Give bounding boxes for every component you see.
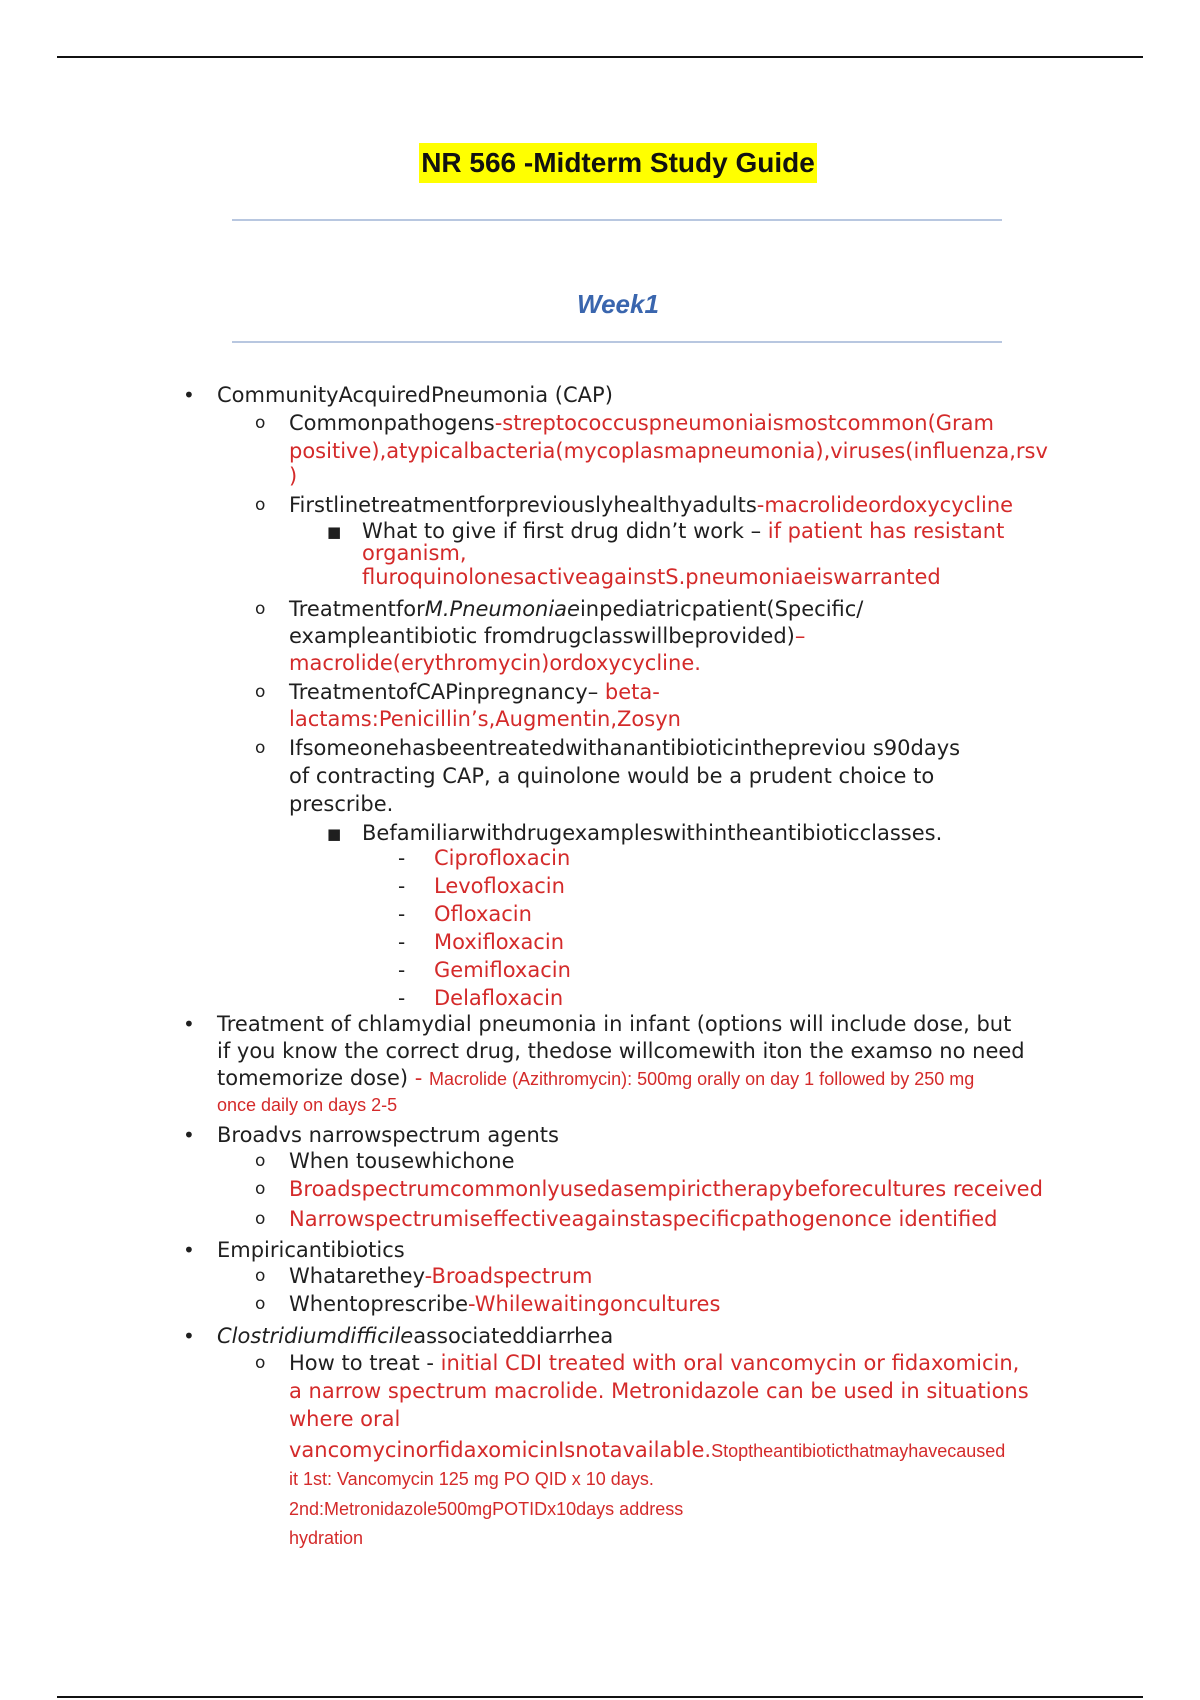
peds-answer: macrolide(erythromycin)ordoxycycline.	[289, 651, 701, 675]
chlamydia-text-3: tomemorize dose)	[217, 1066, 409, 1090]
preg-line-1	[289, 679, 660, 705]
chlamydia-line-1: Treatment of chlamydial pneumonia in infant (options will include dose, but	[217, 1012, 1012, 1036]
pathogens-line-3: )	[289, 464, 298, 488]
cdiff-answer-1: initial CDI treated with oral vancomycin or fidaxomicin,	[440, 1351, 1020, 1375]
chlamydia-dash: -	[408, 1066, 430, 1090]
bullet-l3: ■	[327, 825, 342, 843]
firstline-line	[289, 492, 1013, 518]
bullet-l3: ■	[327, 523, 342, 541]
drug-item: Delafloxacin	[434, 986, 564, 1010]
preg-answer-1: beta-	[604, 680, 660, 704]
bullet-l2: o	[255, 1294, 266, 1314]
pathogens-answer: -streptococcuspneumoniaismostcommon(Gram	[494, 411, 995, 435]
fail-question: What to give if first drug didn’t work	[362, 519, 744, 543]
peds-text-2: exampleantibiotic fromdrugclasswillbeprovided)	[289, 624, 795, 648]
peds-line-2	[289, 623, 805, 649]
bullet-l4: -	[398, 902, 406, 926]
bullet-l2: o	[255, 1266, 266, 1286]
cdiff-answer-3: where oral	[289, 1407, 401, 1431]
firstline-question: Firstlinetreatmentforpreviouslyhealthyadults	[289, 493, 757, 517]
bullet-l2: o	[255, 1151, 266, 1171]
chlamydia-answer-1: Macrolide (Azithromycin): 500mg orally on day 1 followed by 250 mg	[429, 1069, 975, 1089]
prior-line-3: prescribe.	[289, 792, 394, 816]
empiric-what-question: Whatarethey	[289, 1264, 425, 1288]
cdiff-answer-5: it 1st: Vancomycin 125 mg PO QID x 10 days.	[289, 1469, 654, 1489]
empiric-when	[289, 1291, 720, 1317]
bullet-l4: -	[398, 874, 406, 898]
page-bottom-rule	[57, 1696, 1143, 1698]
bullet-l1: •	[183, 383, 195, 407]
peds-text-a: Treatmentfor	[289, 597, 425, 621]
bullet-l1: •	[183, 1123, 195, 1147]
empiric-what	[289, 1263, 593, 1289]
firstline-answer: -macrolideordoxycycline	[756, 493, 1014, 517]
chlamydia-line-2: if you know the correct drug, thedose willcomewith iton the examso no need	[217, 1039, 1025, 1063]
fail-dash: –	[743, 519, 768, 543]
drug-item: Gemifloxacin	[434, 958, 571, 982]
bullet-l4: -	[398, 930, 406, 954]
cdiff-line-1	[289, 1350, 1019, 1376]
spectrum-narrow: Narrowspectrumiseffectiveagainstaspecificpathogenonce identified	[289, 1207, 998, 1231]
bullet-l2: o	[255, 413, 266, 433]
spectrum-when: When tousewhichone	[289, 1149, 515, 1173]
page-top-rule	[57, 56, 1143, 58]
week-separator	[232, 341, 1002, 343]
peds-line-1	[289, 596, 863, 622]
cdiff-heading	[217, 1323, 613, 1349]
cdiff-organism: Clostridiumdifficile	[217, 1324, 414, 1348]
week-heading: Week1	[577, 289, 659, 319]
peds-organism: M.Pneumoniae	[424, 597, 580, 621]
drug-item: Levofloxacin	[434, 874, 565, 898]
cdiff-answer-6: 2nd:Metronidazole500mgPOTIDx10days address	[289, 1499, 684, 1519]
bullet-l4: -	[398, 846, 406, 870]
cdiff-dash: -	[419, 1351, 441, 1375]
familiar-line: Befamiliarwithdrugexampleswithintheantibioticclasses.	[362, 821, 943, 845]
preg-answer-2: lactams:Penicillin’s,Augmentin,Zosyn	[289, 707, 681, 731]
fail-answer: if patient has resistant	[767, 519, 1005, 543]
drug-item: Moxifloxacin	[434, 930, 564, 954]
pathogens-question: Commonpathogens	[289, 411, 495, 435]
cdiff-answer-2: a narrow spectrum macrolide. Metronidazole can be used in situations	[289, 1379, 1029, 1403]
spectrum-heading: Broadvs narrowspectrum agents	[217, 1123, 559, 1147]
bullet-l2: o	[255, 1353, 266, 1373]
pathogens-line-1	[289, 410, 994, 436]
chlamydia-answer-2: once daily on days 2-5	[217, 1095, 398, 1115]
empiric-when-answer: -Whilewaitingoncultures	[468, 1292, 721, 1316]
document-title: NR 566 -Midterm Study Guide	[419, 143, 817, 183]
bullet-l2: o	[255, 495, 266, 515]
bullet-l4: -	[398, 958, 406, 982]
empiric-heading: Empiricantibiotics	[217, 1238, 405, 1262]
peds-text-c: inpediatricpatient(Specific/	[579, 597, 864, 621]
peds-dash: –	[794, 624, 806, 648]
cdiff-answer-7: hydration	[289, 1528, 364, 1548]
bullet-l1: •	[183, 1324, 195, 1348]
preg-dash: –	[587, 680, 605, 704]
chlamydia-line-3	[217, 1065, 974, 1092]
title-separator	[232, 219, 1002, 221]
cdiff-answer-4a: vancomycinorfidaxomicinIsnotavailable.	[289, 1438, 712, 1462]
pathogens-line-2: positive),atypicalbacteria(mycoplasmapneumonia),viruses(influenza,rsv	[289, 439, 1048, 463]
cdiff-treat-question: How to treat	[289, 1351, 420, 1375]
bullet-l2: o	[255, 599, 266, 619]
fail-line-2: organism,	[362, 541, 467, 565]
prior-line-1: Ifsomeonehasbeentreatedwithanantibioticinthepreviou s90days	[289, 736, 961, 760]
cdiff-answer-4	[289, 1437, 1005, 1464]
preg-question: TreatmentofCAPinpregnancy	[289, 680, 588, 704]
bullet-l4: -	[398, 986, 406, 1010]
cdiff-heading-rest: associateddiarrhea	[413, 1324, 614, 1348]
cap-heading: CommunityAcquiredPneumonia (CAP)	[217, 383, 613, 407]
bullet-l1: •	[183, 1012, 195, 1036]
bullet-l2: o	[255, 1179, 266, 1199]
empiric-when-question: Whentoprescribe	[289, 1292, 469, 1316]
bullet-l2: o	[255, 738, 266, 758]
bullet-l1: •	[183, 1238, 195, 1262]
bullet-l2: o	[255, 682, 266, 702]
prior-line-2: of contracting CAP, a quinolone would be a prudent choice to	[289, 764, 935, 788]
title-wrap	[0, 143, 1200, 183]
bullet-l2: o	[255, 1209, 266, 1229]
cdiff-answer-4b: Stoptheantibioticthatmayhavecaused	[711, 1441, 1006, 1461]
drug-item: Ofloxacin	[434, 902, 532, 926]
empiric-what-answer: -Broadspectrum	[424, 1264, 593, 1288]
fail-line-3: fluroquinolonesactiveagainstS.pneumoniaeiswarranted	[362, 565, 941, 589]
drug-item: Ciprofloxacin	[434, 846, 571, 870]
spectrum-broad: Broadspectrumcommonlyusedasempirictherapybeforecultures received	[289, 1177, 1043, 1201]
